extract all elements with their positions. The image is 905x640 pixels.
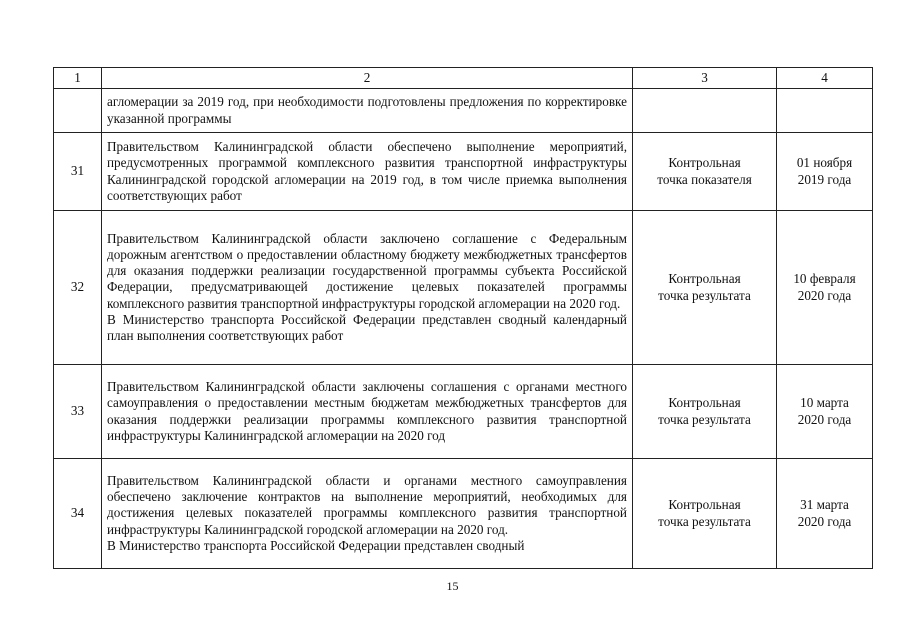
row-description xyxy=(102,365,633,459)
point-type-line: Контрольная xyxy=(668,155,741,171)
row-number: 31 xyxy=(54,133,102,211)
header-col-4: 4 xyxy=(777,68,873,89)
deadline-line: 2019 года xyxy=(797,171,852,187)
row-point-type xyxy=(633,211,777,365)
deadline-line: 10 марта xyxy=(800,395,849,411)
row-deadline xyxy=(777,133,873,211)
row-deadline xyxy=(777,211,873,365)
header-col-1: 1 xyxy=(54,68,102,89)
header-col-3: 3 xyxy=(633,68,777,89)
deadline-line: 2020 года xyxy=(797,513,852,529)
row-point-type xyxy=(633,459,777,569)
header-col-2: 2 xyxy=(102,68,633,89)
description-paragraph: Правительством Калининградской области заключено соглашение с Федеральным дорожным агентством о предоставлении областному бюджету межбюджетных трансфертов для оказания поддержки реализации государственной программы субъекта Российской Федерации, предусматривающей достижение целевых показателей программы комплексного развития транспортной инфраструктуры городской агломерации на 2020 год. xyxy=(107,230,627,311)
row-point-type xyxy=(633,133,777,211)
document-table xyxy=(53,67,873,569)
row-point-type xyxy=(633,365,777,459)
deadline-line: 01 ноября xyxy=(796,155,853,171)
table-row xyxy=(54,89,873,133)
description-paragraph: Правительством Калининградской области обеспечено выполнение мероприятий, предусмотренных программой комплексного развития транспортной инфраструктуры Калининградской городской агломерации на 2019 год, в том числе приемка выполнения соответствующих работ xyxy=(107,139,627,203)
point-type-line: точка показателя xyxy=(657,171,752,187)
deadline-line: 2020 года xyxy=(797,287,852,303)
row-deadline xyxy=(777,89,873,133)
row-number: 33 xyxy=(54,365,102,459)
row-description xyxy=(102,89,633,133)
row-description xyxy=(102,211,633,365)
point-type-line: Контрольная xyxy=(668,271,741,287)
page-number: 15 xyxy=(446,579,459,593)
point-type-line: Контрольная xyxy=(668,497,741,513)
point-type-line: точка результата xyxy=(658,513,751,529)
description-paragraph: Правительством Калининградской области заключены соглашения с органами местного самоуправления о предоставлении местным бюджетам межбюджетных трансфертов для оказания поддержки реализации программы комплексного развития транспортной инфраструктуры Калининградской агломерации на 2020 год xyxy=(107,379,627,443)
row-deadline xyxy=(777,459,873,569)
row-deadline xyxy=(777,365,873,459)
point-type-line: точка результата xyxy=(658,411,751,427)
deadline-line: 10 февраля xyxy=(793,271,856,287)
row-point-type xyxy=(633,89,777,133)
deadline-line: 2020 года xyxy=(797,411,852,427)
deadline-line: 31 марта xyxy=(800,497,849,513)
row-number: 34 xyxy=(54,459,102,569)
description-paragraph: агломерации за 2019 год, при необходимости подготовлены предложения по корректировке указанной программы xyxy=(107,94,627,126)
description-paragraph: Правительством Калининградской области и органами местного самоуправления обеспечено заключение контрактов на выполнение мероприятий, необходимых для достижения целевых показателей программы комплексного развития транспортной инфраструктуры Калининградской городской агломерации на 2020 год. xyxy=(107,472,627,537)
table-row xyxy=(54,365,873,459)
table-row xyxy=(54,459,873,569)
row-number xyxy=(54,89,102,133)
table-row xyxy=(54,211,873,365)
table-row xyxy=(54,133,873,211)
description-paragraph: В Министерство транспорта Российской Федерации представлен сводный календарный план выполнения соответствующих работ xyxy=(107,311,627,343)
row-description xyxy=(102,133,633,211)
table-header-row xyxy=(54,68,873,89)
row-description xyxy=(102,459,633,569)
row-number: 32 xyxy=(54,211,102,365)
description-paragraph: В Министерство транспорта Российской Федерации представлен сводный xyxy=(107,537,525,553)
point-type-line: Контрольная xyxy=(668,395,741,411)
point-type-line: точка результата xyxy=(658,287,751,303)
